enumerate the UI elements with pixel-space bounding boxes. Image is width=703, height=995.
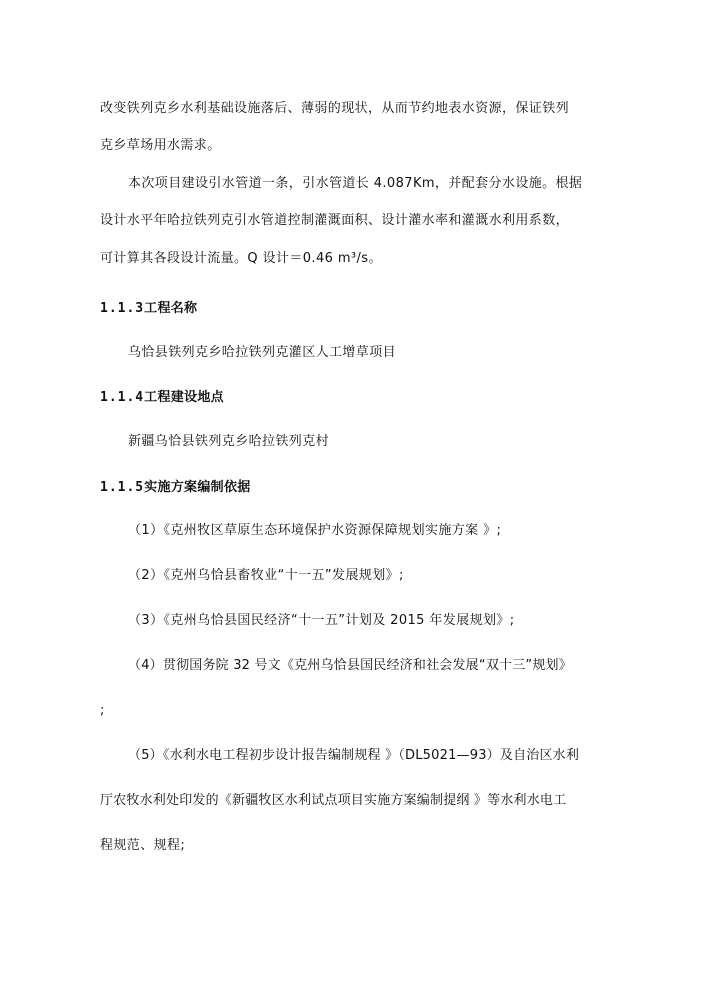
- paragraph-1-line-2: 克乡草场用水需求。: [100, 138, 221, 153]
- basis-item-4-continuation: ;: [100, 703, 105, 718]
- section-1-1-3-body: 乌恰县铁列克乡哈拉铁列克灌区人工增草项目: [128, 345, 397, 360]
- section-heading-1-1-4: [100, 389, 224, 407]
- paragraph-2-line-3: 可计算其各段设计流量。Q 设计＝0.46 m³/s。: [100, 251, 382, 266]
- paragraph-2-line-2: 设计水平年哈拉铁列克引水管道控制灌溉面积、设计灌水率和灌溉水利用系数，: [100, 213, 570, 228]
- basis-item-4: （4）贯彻国务院 32 号文《克州乌恰县国民经济和社会发展“双十三”规划》: [128, 658, 572, 673]
- section-title: 工程名称: [144, 301, 198, 316]
- basis-item-5-line-3: 程规范、规程;: [100, 838, 186, 853]
- basis-item-1: （1）《克州牧区草原生态环境保护水资源保障规划实施方案 》;: [128, 523, 502, 538]
- section-number: 1.1.5: [100, 480, 145, 495]
- basis-item-5-line-1: （5）《水利水电工程初步设计报告编制规程 》（DL5021—93）及自治区水利: [128, 748, 580, 763]
- section-title: 工程建设地点: [144, 390, 224, 405]
- paragraph-1-line-1: 改变铁列克乡水利基础设施落后、薄弱的现状，从而节约地表水资源，保证铁列: [100, 101, 570, 116]
- basis-item-3: （3）《克州乌恰县国民经济“十一五”计划及 2015 年发展规划》;: [128, 613, 515, 628]
- section-heading-1-1-5: [100, 479, 251, 497]
- basis-item-5-line-2: 厅农牧水利处印发的《新疆牧区水利试点项目实施方案编制提纲 》等水利水电工: [100, 793, 567, 808]
- section-1-1-4-body: 新疆乌恰县铁列克乡哈拉铁列克村: [128, 434, 330, 449]
- basis-item-2: （2）《克州乌恰县畜牧业“十一五”发展规划》;: [128, 568, 404, 583]
- paragraph-2-line-1: 本次项目建设引水管道一条，引水管道长 4.087Km，并配套分水设施。根据: [128, 176, 583, 191]
- section-number: 1.1.4: [100, 390, 145, 405]
- section-number: 1.1.3: [100, 301, 145, 316]
- section-title: 实施方案编制依据: [144, 480, 251, 495]
- section-heading-1-1-3: [100, 300, 197, 318]
